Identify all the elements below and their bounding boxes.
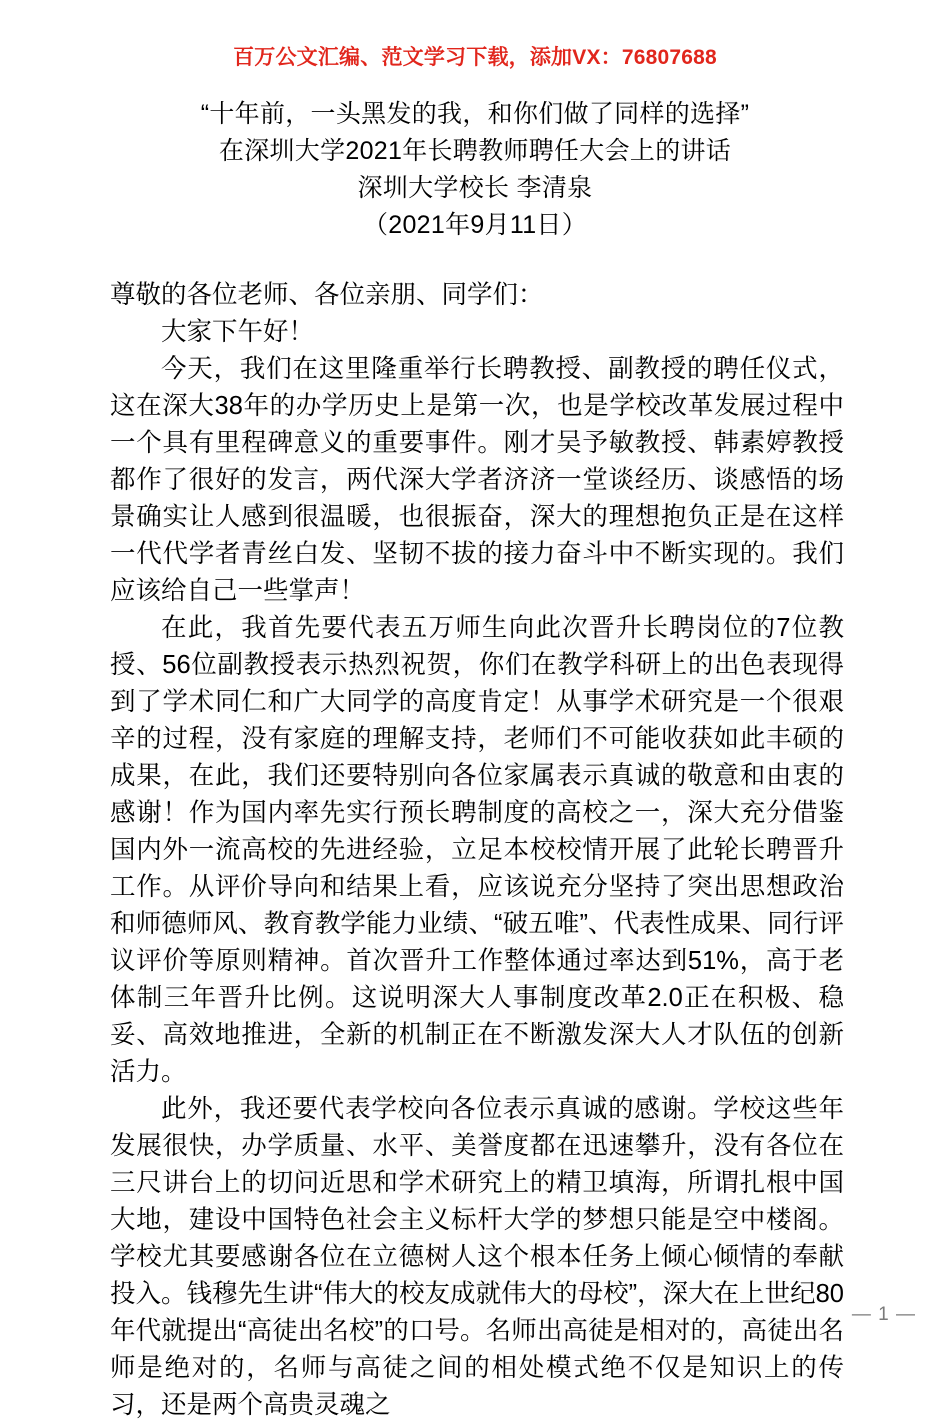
- paragraph-gratitude: 此外，我还要代表学校向各位表示真诚的感谢。学校这些年发展很快，办学质量、水平、美誉度都在迅速攀升，没有各位在三尺讲台上的切问近思和学术研究上的精卫填海，所谓扎根中国大地，建设中国特色社会主义标杆大学的梦想只能是空中楼阁。学校尤其要感谢各位在立德树人这个根本任务上倾心倾情的奉献投入。钱穆先生讲“伟大的校友成就伟大的母校”，深大在上世纪80年代就提出“高徒出名校”的口号。名师出高徒是相对的，高徒出名师是绝对的，名师与高徒之间的相处模式绝不仅是知识上的传习，还是两个高贵灵魂之: [110, 1095, 844, 1419]
- paragraph-salutation: 尊敬的各位老师、各位亲朋、同学们：: [110, 281, 544, 309]
- title-line-speaker: 深圳大学校长 李清泉: [357, 174, 593, 202]
- page-number: — 1 —: [851, 1304, 916, 1325]
- paragraph-ceremony: 今天，我们在这里隆重举行长聘教授、副教授的聘任仪式，这在深大38年的办学历史上是第一次，也是学校改革发展过程中一个具有里程碑意义的重要事件。刚才吴予敏教授、韩素婷教授都作了很好的发言，两代深大学者济济一堂谈经历、谈感悟的场景确实让人感到很温暖，也很振奋，深大的理想抱负正是在这样一代代学者青丝白发、坚韧不拔的接力奋斗中不断实现的。我们应该给自己一些掌声！: [110, 355, 844, 605]
- title-line-subject: 在深圳大学2021年长聘教师聘任大会上的讲话: [218, 137, 732, 165]
- paragraph-greeting: 大家下午好！: [161, 318, 315, 346]
- promo-banner: 百万公文汇编、范文学习下载，添加VX：76807688: [233, 46, 717, 69]
- title-line-date: （2021年9月11日）: [362, 211, 588, 239]
- title-line-main: “十年前，一头黑发的我，和你们做了同样的选择”: [200, 100, 750, 128]
- paragraph-promotion: 在此，我首先要代表五万师生向此次晋升长聘岗位的7位教授、56位副教授表示热烈祝贺，你们在教学科研上的出色表现得到了学术同仁和广大同学的高度肯定！从事学术研究是一个很艰辛的过程，没有家庭的理解支持，老师们不可能收获如此丰硕的成果，在此，我们还要特别向各位家属表示真诚的敬意和由衷的感谢！作为国内率先实行预长聘制度的高校之一，深大充分借鉴国内外一流高校的先进经验，立足本校校情开展了此轮长聘晋升工作。从评价导向和结果上看，应该说充分坚持了突出思想政治和师德师风、教育教学能力业绩、“破五唯”、代表性成果、同行评议评价等原则精神。首次晋升工作整体通过率达到51%，高于老体制三年晋升比例。这说明深大人事制度改革2.0正在积极、稳妥、高效地推进，全新的机制正在不断激发深大人才队伍的创新活力。: [110, 614, 844, 1086]
- document-body: [110, 277, 844, 1424]
- title-block: [0, 96, 950, 244]
